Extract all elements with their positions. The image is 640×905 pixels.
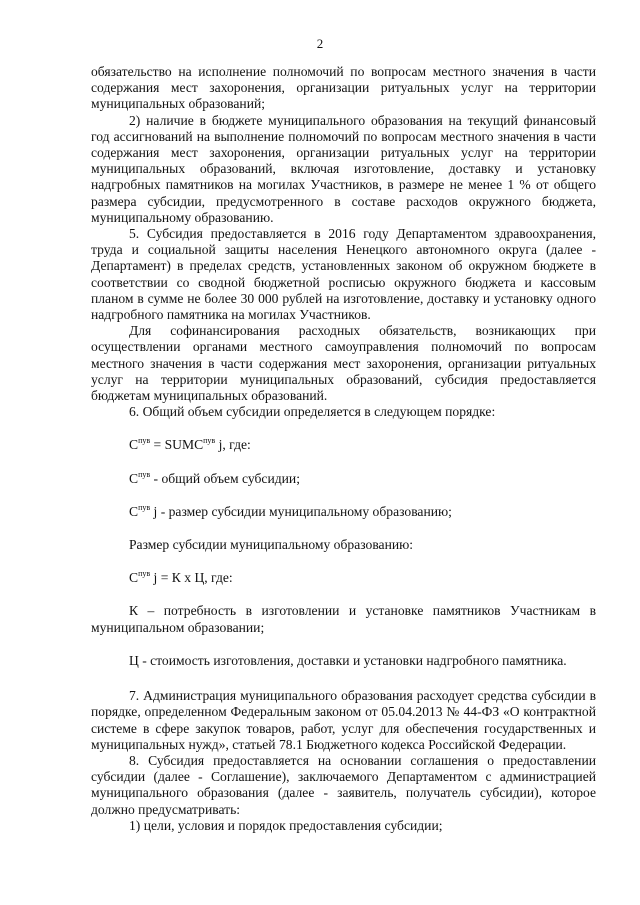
formula-definition-total: $С^{пув}$ - общий объем субсидии; [129, 469, 300, 486]
page-number: 2 [316, 36, 324, 51]
paragraph-cofinancing: Для софинансирования расходных обязательств, возникающих при осуществлении органами местного самоуправления полномочий по вопросам местного значения в части содержания мест захоронения, организации ритуальных услуг на территории муниципальных образований, субсидия предоставляется бюджетам муниципальных образований. [91, 323, 596, 404]
paragraph-section-7: 7. Администрация муниципального образования расходует средства субсидии в порядке, определенном Федеральным законом от 05.04.2013 № 44-ФЗ «О контрактной системе в сфере закупок товаров, работ, услуг для обеспечения государственных и муниципальных нужд», статьей 78.1 Бюджетного кодекса Российской Федерации. [91, 688, 596, 752]
formula-total: $С^{пув}$ = $SUMС^{пув}$ j, где: [129, 436, 251, 453]
paragraph-section-5: 5. Субсидия предоставляется в 2016 году Департаментом здравоохранения, труда и социальной защиты населения Ненецкого автономного округа (далее - Департамент) в пределах средств, установленных законом об окружном бюджете в соответствии со сводной бюджетной росписью окружного бюджета и кассовым планом в сумме не более 30 000 рублей на изготовление, доставку и установку одного надгробного памятника на могилах Участников. [91, 226, 596, 323]
paragraph-item-2: 2) наличие в бюджете муниципального образования на текущий финансовый год ассигнований на выполнение полномочий по вопросам местного значения в части содержания мест захоронения, организации ритуальных услуг на территории муниципальных образований, включая изготовление, доставку и установку надгробных памятников на могилах Участников, в размере не менее 1 % от общего размера субсидии, предусмотренного в составе расходов окружного бюджета, муниципальному образованию. [91, 112, 596, 225]
paragraph-item-1: 1) цели, условия и порядок предоставления субсидии; [129, 817, 443, 833]
formula-size-heading: Размер субсидии муниципальному образованию: [129, 537, 414, 553]
definition-k: К – потребность в изготовлении и установке памятников Участникам в муниципальном образовании; [91, 603, 596, 635]
document-body [91, 64, 596, 834]
formula-size: $С^{пув}$ j = К х Ц, где: [129, 569, 233, 586]
definition-ts: Ц - стоимость изготовления, доставки и установки надгробного памятника. [129, 652, 567, 668]
paragraph-continuation: обязательство на исполнение полномочий по вопросам местного значения в части содержания мест захоронения, организации ритуальных услуг на территории муниципальных образований; [91, 64, 596, 112]
formula-definition-j: $С^{пув}$ j - размер субсидии муниципальному образованию; [129, 502, 452, 519]
paragraph-section-8: 8. Субсидия предоставляется на основании соглашения о предоставлении субсидии (далее - Соглашение), заключаемого Департаментом с администрацией муниципального образования (далее - заявитель, получатель субсидии), которое должно предусматривать: [91, 752, 596, 817]
paragraph-section-6: 6. Общий объем субсидии определяется в следующем порядке: [129, 404, 496, 420]
